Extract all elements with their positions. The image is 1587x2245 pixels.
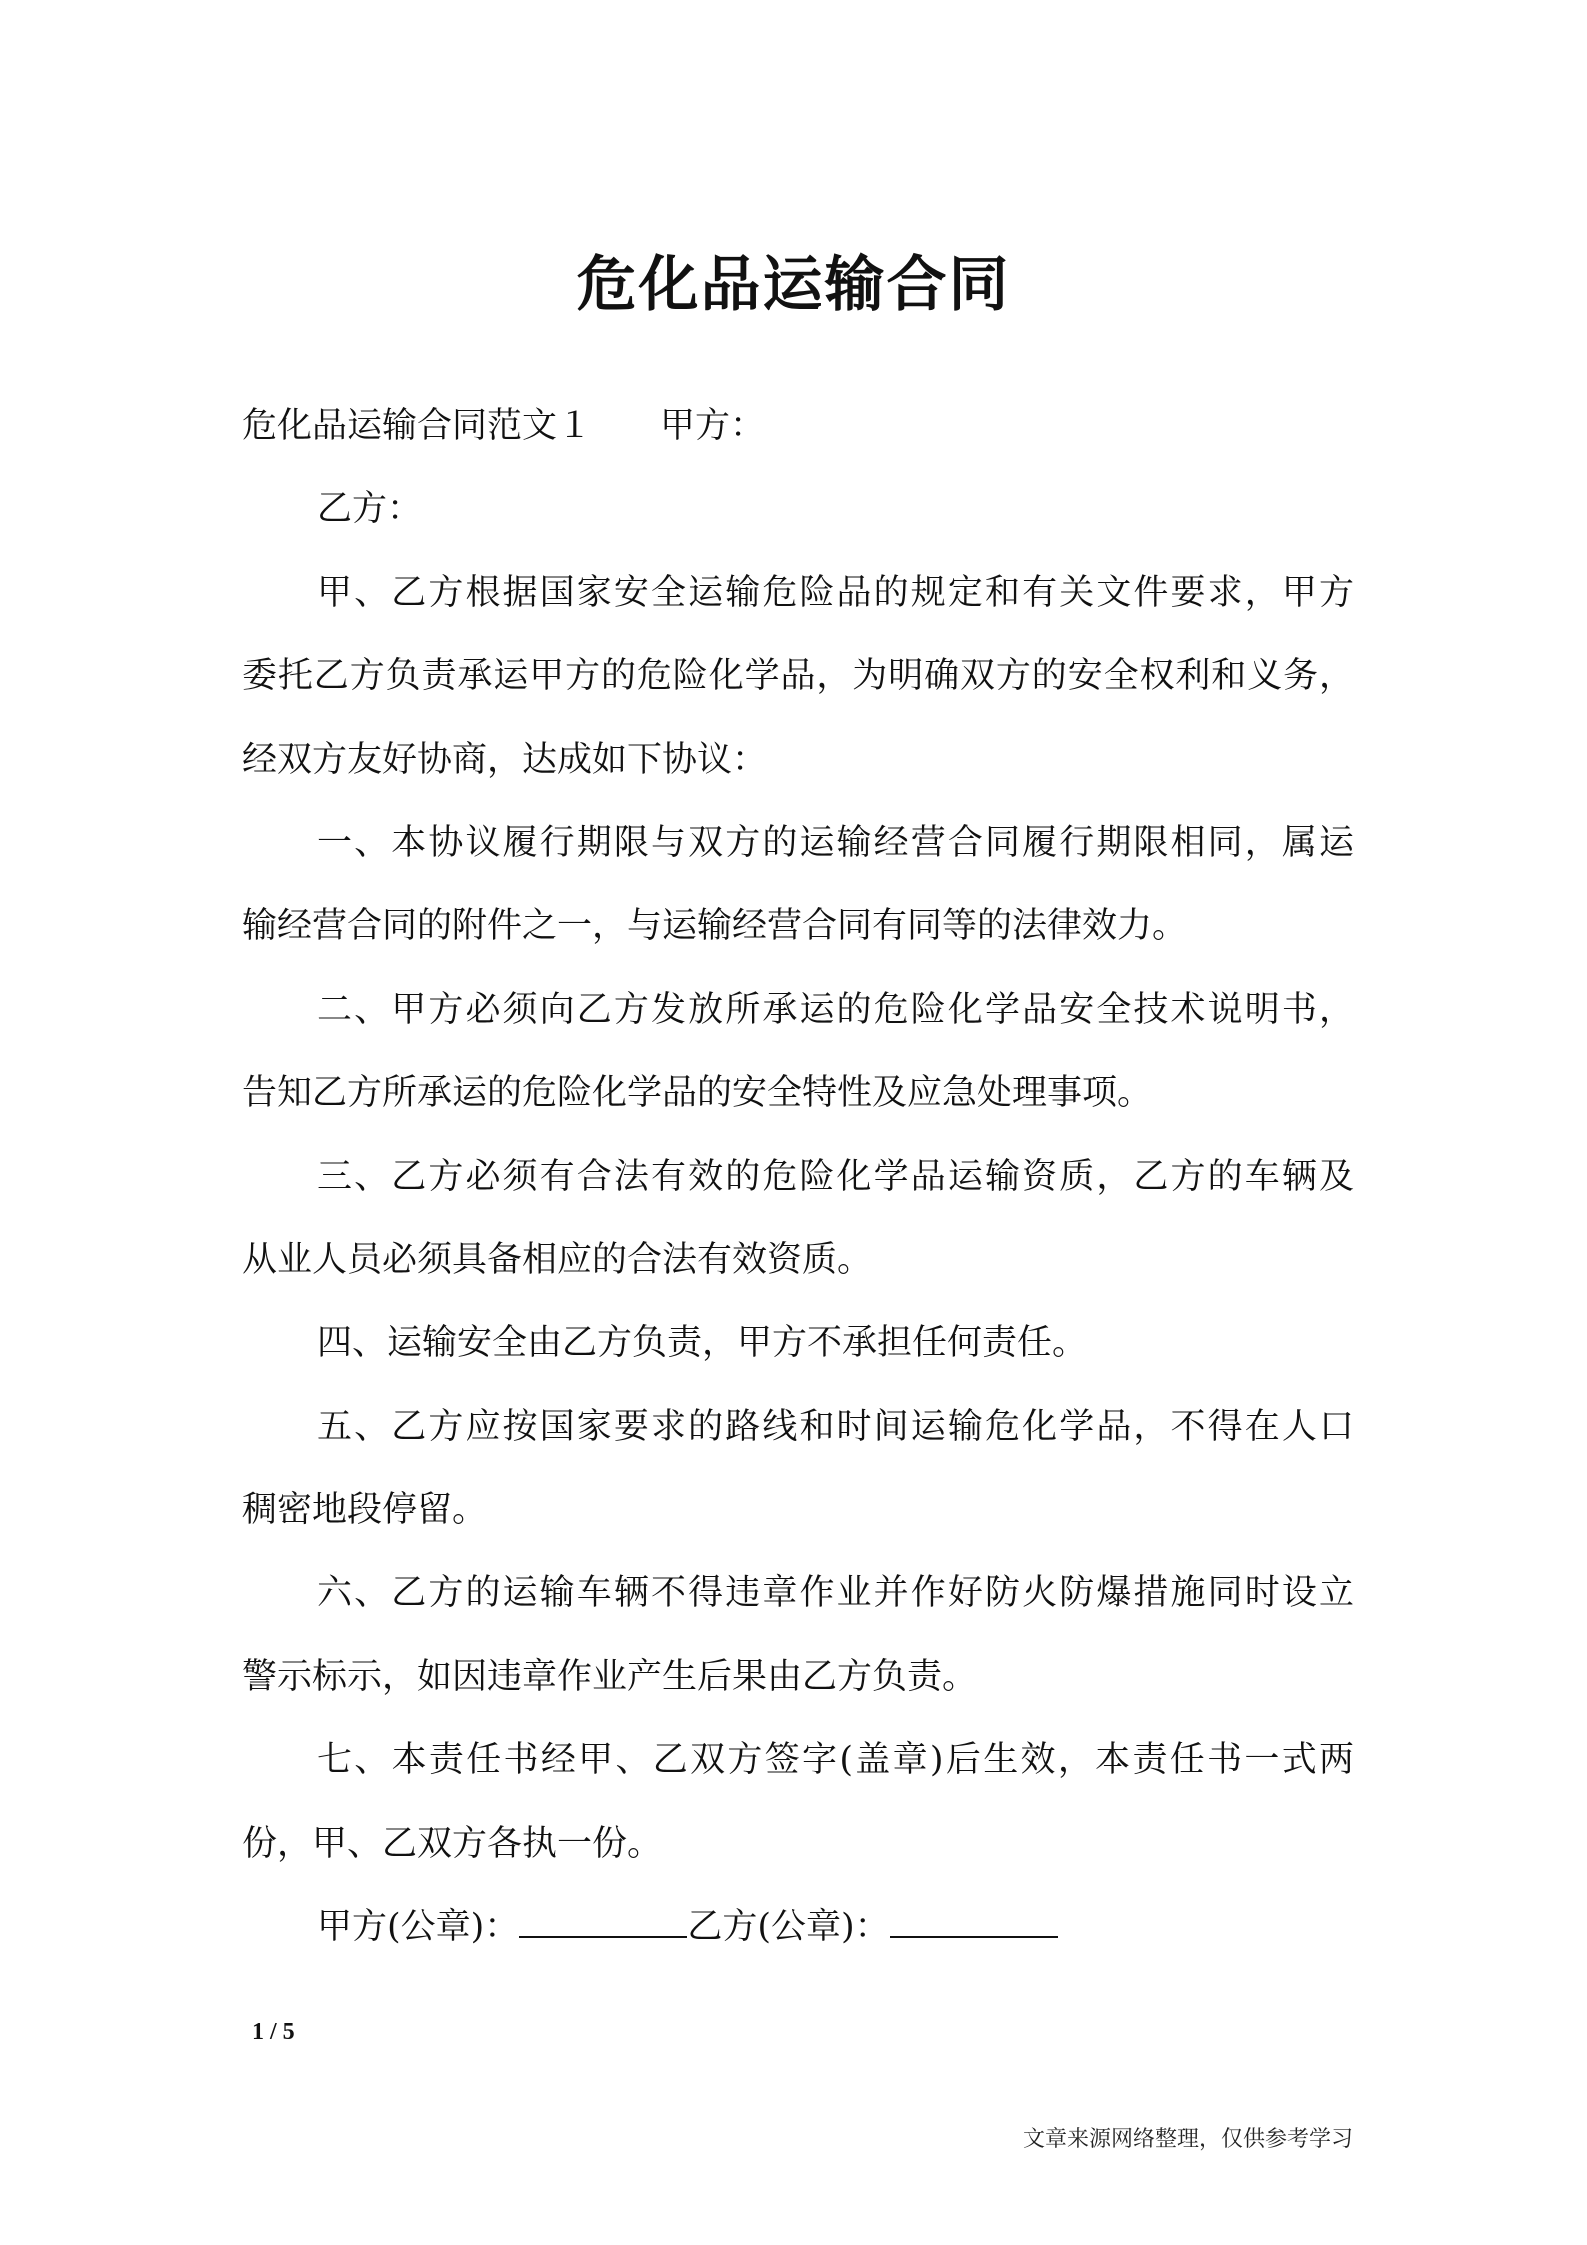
paragraph-line: 甲、乙方根据国家安全运输危险品的规定和有关文件要求，甲方 [317, 572, 1354, 613]
paragraph-line: 从业人员必须具备相应的合法有效资质。 [242, 1239, 873, 1280]
signature-line [242, 1886, 1354, 1969]
paragraph-line: 六、乙方的运输车辆不得违章作业并作好防火防爆措施同时设立 [317, 1573, 1354, 1614]
document-title: 危化品运输合同 [576, 250, 1011, 320]
paragraph-line: 告知乙方所承运的危险化学品的安全特性及应急处理事项。 [242, 1073, 1153, 1114]
party-a-seal-label: 甲方(公章)： [317, 1907, 520, 1948]
paragraph-line: 稠密地段停留。 [242, 1490, 488, 1531]
paragraph-line: 七、本责任书经甲、乙双方签字(盖章)后生效，本责任书一式两 [317, 1740, 1354, 1781]
party-a-label: 甲方： [660, 406, 766, 446]
party-b-line [242, 468, 1354, 551]
party-a-seal-blank [519, 1906, 687, 1938]
intro-label: 危化品运输合同范文１ [242, 406, 593, 446]
paragraph-line: 三、乙方必须有合法有效的危险化学品运输资质，乙方的车辆及 [317, 1156, 1354, 1197]
party-b-seal-blank [890, 1906, 1058, 1938]
paragraph-line: 份，甲、乙双方各执一份。 [242, 1823, 663, 1864]
paragraph-line: 输经营合同的附件之一，与运输经营合同有同等的法律效力。 [242, 906, 1188, 947]
party-b-label: 乙方： [317, 489, 423, 530]
paragraph-line: 警示标示，如因违章作业产生后果由乙方负责。 [242, 1656, 978, 1697]
paragraph-line: 四、运输安全由乙方负责，甲方不承担任何责任。 [317, 1323, 1088, 1364]
paragraph-line: 经双方友好协商，达成如下协议： [242, 739, 768, 780]
paragraph-line: 一、本协议履行期限与双方的运输经营合同履行期限相同，属运 [317, 822, 1354, 863]
paragraph-line: 五、乙方应按国家要求的路线和时间运输危化学品，不得在人口 [317, 1406, 1354, 1447]
footer-note: 文章来源网络整理，仅供参考学习 [1022, 2127, 1353, 2152]
paragraph-line: 委托乙方负责承运甲方的危险化学品，为明确双方的安全权利和义务， [242, 656, 1354, 697]
party-b-seal-label: 乙方(公章)： [687, 1907, 890, 1948]
page-number: 1 / 5 [252, 2019, 295, 2045]
paragraph-line: 二、甲方必须向乙方发放所承运的危险化学品安全技术说明书， [317, 989, 1354, 1030]
document-body [242, 385, 1354, 1969]
intro-line [242, 385, 1354, 468]
